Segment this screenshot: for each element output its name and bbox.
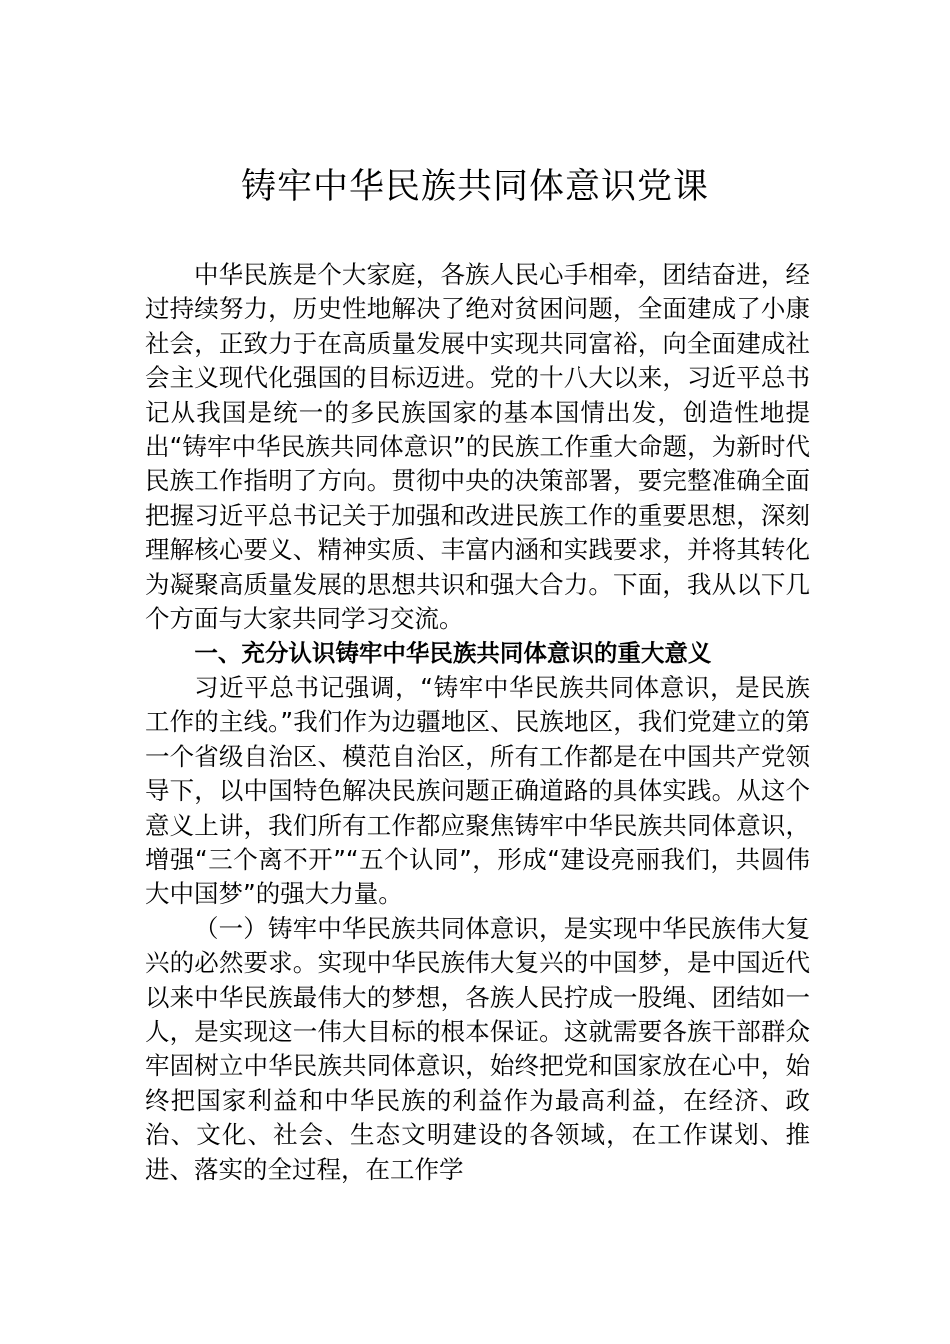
document-body: [145, 258, 810, 1187]
intro-paragraph: 中华民族是个大家庭，各族人民心手相牵，团结奋进，经过持续努力，历史性地解决了绝对贫困问题，全面建成了小康社会，正致力于在高质量发展中实现共同富裕，向全面建成社会主义现代化强国的目标迈进。党的十八大以来，习近平总书记从我国是统一的多民族国家的基本国情出发，创造性地提出“铸牢中华民族共同体意识”的民族工作重大命题，为新时代民族工作指明了方向。贯彻中央的决策部署，要完整准确全面把握习近平总书记关于加强和改进民族工作的重要思想，深刻理解核心要义、精神实质、丰富内涵和实践要求，并将其转化为凝聚高质量发展的思想共识和强大合力。下面，我从以下几个方面与大家共同学习交流。: [145, 260, 810, 634]
section-paragraph: 习近平总书记强调，“铸牢中华民族共同体意识，是民族工作的主线。”我们作为边疆地区、民族地区，我们党建立的第一个省级自治区、模范自治区，所有工作都是在中国共产党领导下，以中国特色解决民族问题正确道路的具体实践。从这个意义上讲，我们所有工作都应聚焦铸牢中华民族共同体意识，增强“三个离不开”“五个认同”，形成“建设亮丽我们，共圆伟大中国梦”的强大力量。: [145, 672, 810, 909]
section-heading: 一、充分认识铸牢中华民族共同体意识的重大意义: [194, 639, 712, 668]
subsection-paragraph: （一）铸牢中华民族共同体意识，是实现中华民族伟大复兴的必然要求。实现中华民族伟大复兴的中国梦，是中国近代以来中华民族最伟大的梦想，各族人民拧成一股绳、团结如一人，是实现这一伟大目标的根本保证。这就需要各族干部群众牢固树立中华民族共同体意识，始终把党和国家放在心中，始终把国家利益和中华民族的利益作为最高利益，在经济、政治、文化、社会、生态文明建设的各领域，在工作谋划、推进、落实的全过程，在工作学: [145, 913, 810, 1184]
document-title: 铸牢中华民族共同体意识党课: [240, 167, 709, 207]
